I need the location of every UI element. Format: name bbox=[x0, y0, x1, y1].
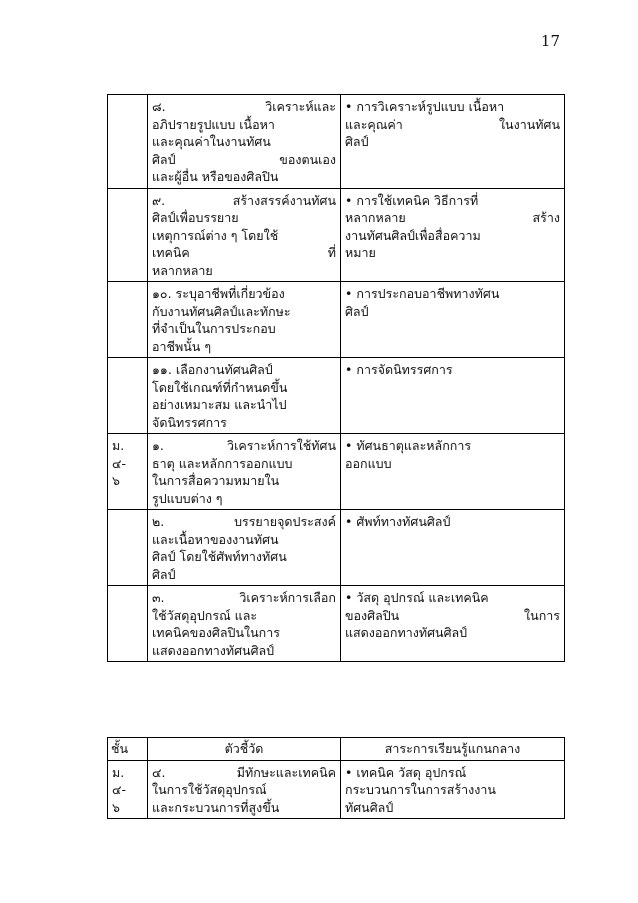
core-content-cell bbox=[341, 282, 565, 358]
header-grade: ชั้น bbox=[108, 738, 148, 761]
indicator-line: และกระบวนการที่สูงขึ้น bbox=[152, 799, 280, 815]
content-line: ของศิลปิน ในการ bbox=[345, 607, 560, 623]
grade-cell bbox=[108, 358, 148, 434]
indicator-line: โดยใช้เกณฑ์ที่กำหนดขึ้น bbox=[152, 379, 288, 395]
bullet-icon: • bbox=[345, 286, 353, 301]
indicator-line: เทคนิคของศิลปินในการ bbox=[152, 625, 280, 640]
bullet-icon: • bbox=[345, 192, 353, 208]
grade-line: ๔- bbox=[112, 782, 126, 797]
bulleted-item bbox=[345, 589, 560, 607]
indicator-line: และผู้อื่น หรือของศิลปิน bbox=[152, 169, 279, 184]
table-row bbox=[108, 282, 565, 358]
bullet-icon: • bbox=[345, 514, 353, 529]
indicator-line: ในการใช้วัสดุอุปกรณ์ bbox=[152, 782, 267, 797]
core-content-cell bbox=[341, 434, 565, 510]
indicator-cell bbox=[148, 510, 341, 586]
bulleted-item bbox=[345, 98, 560, 116]
content-line: งานทัศนศิลป์เพื่อสื่อความ bbox=[345, 227, 481, 243]
indicator-line: เทคนิค ที่ bbox=[152, 245, 336, 260]
indicator-line: จัดนิทรรศการ bbox=[152, 414, 227, 430]
bulleted-item bbox=[345, 513, 560, 531]
content-line: หลากหลาย สร้าง bbox=[345, 210, 560, 225]
table-row bbox=[108, 95, 565, 189]
content-line: ทัศนธาตุและหลักการ bbox=[356, 438, 472, 453]
core-content-cell bbox=[341, 760, 565, 819]
indicator-line: ๔. มีทักษะและเทคนิค bbox=[152, 764, 336, 780]
indicator-line: กับงานทัศนศิลป์และทักษะ bbox=[152, 303, 291, 319]
content-line: การประกอบอาชีพทางทัศน bbox=[356, 286, 500, 301]
bullet-icon: • bbox=[345, 590, 353, 605]
grade-line: ๖ bbox=[112, 799, 120, 815]
content-line: เทคนิค วัสดุ อุปกรณ์ bbox=[356, 764, 467, 780]
grade-cell bbox=[108, 95, 148, 189]
indicator-line: ในการสื่อความหมายใน bbox=[152, 473, 280, 488]
content-line: แสดงออกทางทัศนศิลป์ bbox=[345, 625, 468, 640]
indicator-line: ธาตุ และหลักการออกแบบ bbox=[152, 455, 293, 471]
indicator-cell bbox=[148, 188, 341, 282]
indicator-cell bbox=[148, 358, 341, 434]
indicator-line: และคุณค่าในงานทัศน bbox=[152, 134, 271, 149]
table-row bbox=[108, 188, 565, 282]
grade-cell bbox=[108, 434, 148, 510]
core-content-cell bbox=[341, 586, 565, 662]
content-line: วัสดุ อุปกรณ์ และเทคนิค bbox=[356, 590, 489, 605]
indicator-table-continued bbox=[107, 737, 565, 819]
indicator-line: หลากหลาย bbox=[152, 262, 213, 278]
table-row bbox=[108, 510, 565, 586]
indicator-line: อย่างเหมาะสม และนำไป bbox=[152, 397, 287, 412]
indicator-line: เหตุการณ์ต่าง ๆ โดยใช้ bbox=[152, 227, 279, 243]
content-line: ทัศนศิลป์ bbox=[345, 799, 394, 815]
indicator-line: ศิลป์ bbox=[152, 566, 176, 582]
table-row bbox=[108, 760, 565, 819]
indicator-line: ๙. สร้างสรรค์งานทัศน bbox=[152, 192, 336, 208]
bulleted-item bbox=[345, 192, 560, 210]
bulleted-item bbox=[345, 764, 560, 782]
grade-cell bbox=[108, 188, 148, 282]
core-content-cell bbox=[341, 95, 565, 189]
grade-line: ๖ bbox=[112, 473, 120, 488]
header-indicator: ตัวชี้วัด bbox=[148, 738, 341, 761]
indicator-line: ๒. บรรยายจุดประสงค์ bbox=[152, 514, 336, 529]
content-line: การวิเคราะห์รูปแบบ เนื้อหา bbox=[356, 99, 505, 114]
grade-line: ม. bbox=[112, 764, 125, 780]
indicator-line: ใช้วัสดุอุปกรณ์ และ bbox=[152, 607, 258, 623]
content-line: การจัดนิทรรศการ bbox=[356, 362, 453, 377]
indicator-line: ๑๐. ระบุอาชีพที่เกี่ยวข้อง bbox=[152, 286, 285, 301]
bullet-icon: • bbox=[345, 764, 353, 780]
indicator-cell bbox=[148, 95, 341, 189]
indicator-cell bbox=[148, 760, 341, 819]
grade-cell bbox=[108, 760, 148, 819]
indicator-table bbox=[107, 94, 565, 662]
content-line: และคุณค่า ในงานทัศน bbox=[345, 116, 560, 132]
core-content-cell bbox=[341, 358, 565, 434]
indicator-cell bbox=[148, 586, 341, 662]
indicator-line: ๘. วิเคราะห์และ bbox=[152, 99, 336, 114]
content-line: ศิลป์ bbox=[345, 303, 369, 319]
content-line: หมาย bbox=[345, 245, 376, 260]
indicator-line: ๑๑. เลือกงานทัศนศิลป์ bbox=[152, 362, 273, 377]
indicator-line: ศิลป์ โดยใช้ศัพท์ทางทัศน bbox=[152, 549, 287, 564]
header-core-content: สาระการเรียนรู้แกนกลาง bbox=[341, 738, 565, 761]
content-line: กระบวนการในการสร้างงาน bbox=[345, 782, 496, 797]
table-header-row bbox=[108, 738, 565, 761]
table-row bbox=[108, 586, 565, 662]
grade-cell bbox=[108, 510, 148, 586]
indicator-cell bbox=[148, 282, 341, 358]
content-line: ศัพท์ทางทัศนศิลป์ bbox=[356, 514, 451, 529]
indicator-line: รูปแบบต่าง ๆ bbox=[152, 490, 223, 506]
bullet-icon: • bbox=[345, 362, 353, 377]
grade-cell bbox=[108, 586, 148, 662]
indicator-line: ศิลป์เพื่อบรรยาย bbox=[152, 210, 239, 225]
core-content-cell bbox=[341, 510, 565, 586]
grade-line: ๔- bbox=[112, 455, 126, 471]
table-row bbox=[108, 358, 565, 434]
indicator-line: ศิลป์ ของตนเอง bbox=[152, 151, 336, 167]
indicator-line: ๓. วิเคราะห์การเลือก bbox=[152, 590, 336, 605]
page-number: 17 bbox=[540, 32, 560, 50]
indicator-line: ๑. วิเคราะห์การใช้ทัศน bbox=[152, 438, 336, 453]
grade-line: ม. bbox=[112, 438, 125, 453]
core-content-cell bbox=[341, 188, 565, 282]
indicator-line: และเนื้อหาของงานทัศน bbox=[152, 531, 279, 547]
table-row bbox=[108, 434, 565, 510]
indicator-line: ที่จำเป็นในการประกอบ bbox=[152, 321, 276, 336]
bullet-icon: • bbox=[345, 438, 353, 453]
content-line: การใช้เทคนิค วิธีการที่ bbox=[356, 192, 479, 208]
bulleted-item bbox=[345, 285, 560, 303]
grade-cell bbox=[108, 282, 148, 358]
content-line: ออกแบบ bbox=[345, 455, 392, 471]
indicator-cell bbox=[148, 434, 341, 510]
bullet-icon: • bbox=[345, 99, 353, 114]
indicator-line: อภิปรายรูปแบบ เนื้อหา bbox=[152, 116, 275, 132]
bulleted-item bbox=[345, 361, 560, 379]
indicator-line: แสดงออกทางทัศนศิลป์ bbox=[152, 642, 275, 658]
indicator-line: อาชีพนั้น ๆ bbox=[152, 338, 212, 354]
bulleted-item bbox=[345, 437, 560, 455]
content-line: ศิลป์ bbox=[345, 134, 369, 149]
